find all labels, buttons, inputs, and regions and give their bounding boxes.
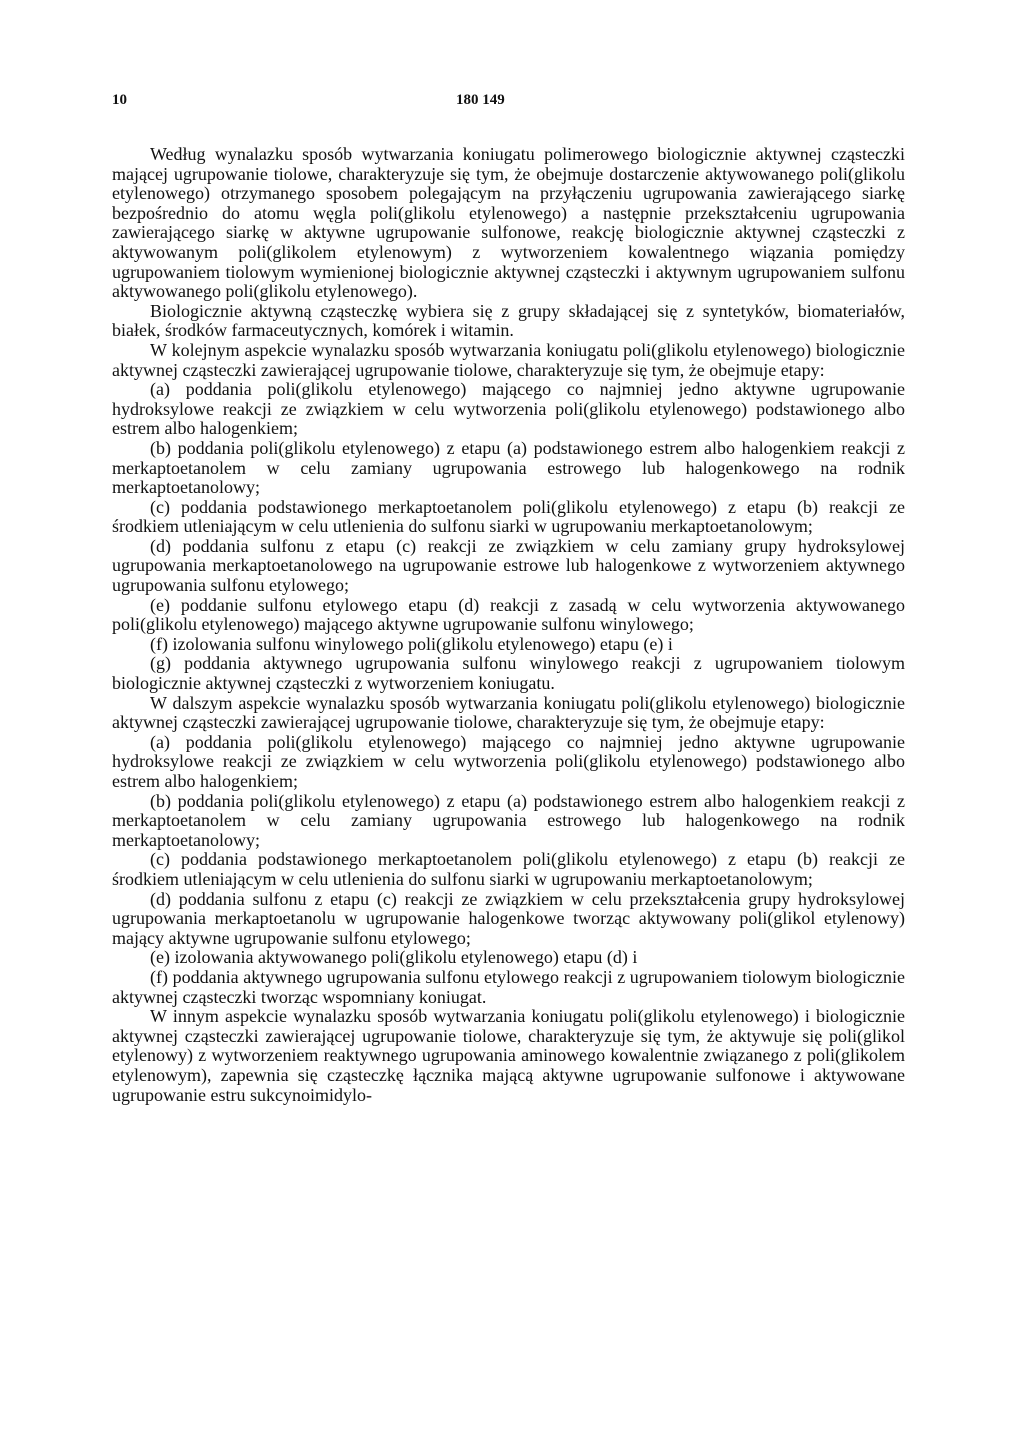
paragraph: W dalszym aspekcie wynalazku sposób wytwarzania koniugatu poli(glikolu etylenowego) biologicznie aktywnej cząsteczki zawierającej ugrupowanie tiolowe, charakteryzuje się tym, że obejmuje etapy: bbox=[112, 692, 905, 733]
list-item: (f) poddania aktywnego ugrupowania sulfonu etylowego reakcji z ugrupowaniem tiolowym biologicznie aktywnej cząsteczki tworząc wspomniany koniugat. bbox=[112, 966, 905, 1007]
paragraph: Biologicznie aktywną cząsteczkę wybiera się z grupy składającej się z syntetyków, biomateriałów, białek, środków farmaceutycznych, komórek i witamin. bbox=[112, 300, 905, 341]
list-item: (g) poddania aktywnego ugrupowania sulfonu winylowego reakcji z ugrupowaniem tiolowym biologicznie aktywnej cząsteczki z wytworzeniem koniugatu. bbox=[112, 653, 905, 694]
list-item: (e) izolowania aktywowanego poli(glikolu etylenowego) etapu (d) i bbox=[150, 947, 638, 968]
document-number: 180 149 bbox=[456, 92, 505, 108]
body-text bbox=[112, 145, 905, 1105]
paragraph: Według wynalazku sposób wytwarzania koniugatu polimerowego biologicznie aktywnej cząsteczki mającej ugrupowanie tiolowe, charakteryzuje się tym, że obejmuje dostarczenie aktywowanego poli(glikolu etylenowego) otrzymanego sposobem polegającym na przyłączeniu ugrupowania zawierającego siarkę bezpośrednio do atomu węgla poli(glikolu etylenowego) a następnie przekształceniu ugrupowania zawierającego siarkę w aktywne ugrupowanie sulfonowe, reakcję biologicznie aktywnej cząsteczki z aktywowanym poli(glikolem etylenowym) z wytworzeniem kowalentnego wiązania pomiędzy ugrupowaniem tiolowym wymienionej biologicznie aktywnej cząsteczki i aktywnym ugrupowaniem sulfonu aktywowanego poli(glikolu etylenowego). bbox=[112, 144, 905, 302]
list-item: (d) poddania sulfonu z etapu (c) reakcji ze związkiem w celu przekształcenia grupy hydroksylowej ugrupowania merkaptoetanolu w ugrupowanie halogenkowe tworząc aktywowany poli(glikol etylenowy) mający aktywne ugrupowanie sulfonu etylowego; bbox=[112, 888, 905, 948]
page-header bbox=[112, 92, 905, 114]
list-item: (c) poddania podstawionego merkaptoetanolem poli(glikolu etylenowego) z etapu (b) reakcji ze środkiem utleniającym w celu utlenienia do sulfonu siarki w ugrupowaniu merkaptoetanolowym; bbox=[112, 849, 905, 889]
list-item: (f) izolowania sulfonu winylowego poli(glikolu etylenowego) etapu (e) i bbox=[150, 633, 673, 654]
list-item: (c) poddania podstawionego merkaptoetanolem poli(glikolu etylenowego) z etapu (b) reakcji ze środkiem utleniającym w celu utlenienia do sulfonu siarki w ugrupowaniu merkaptoetanolowym; bbox=[112, 496, 905, 537]
list-item: (b) poddania poli(glikolu etylenowego) z etapu (a) podstawionego estrem albo halogenkiem reakcji z merkaptoetanolem w celu zamiany ugrupowania estrowego lub halogenkowego na rodnik merkaptoetanolowy; bbox=[112, 790, 905, 850]
paragraph: W innym aspekcie wynalazku sposób wytwarzania koniugatu poli(glikolu etylenowego) i biologicznie aktywnej cząsteczki zawierającej ugrupowanie tiolowe, charakteryzuje się tym, że aktywuje się poli(glikol etylenowy) z wytworzeniem reaktywnego ugrupowania aminowego kowalentnie związanego z poli(glikolem etylenowym), zapewnia się cząsteczkę łącznika mającą aktywne ugrupowanie sulfonowe i aktywowane ugrupowanie estru sukcynoimidylo- bbox=[112, 1006, 905, 1105]
page-number: 10 bbox=[112, 92, 127, 108]
paragraph: W kolejnym aspekcie wynalazku sposób wytwarzania koniugatu poli(glikolu etylenowego) biologicznie aktywnej cząsteczki zawierającej ugrupowanie tiolowe, charakteryzuje się tym, że obejmuje etapy: bbox=[112, 339, 905, 380]
list-item: (d) poddania sulfonu z etapu (c) reakcji ze związkiem w celu zamiany grupy hydroksylowej ugrupowania merkaptoetanolowego na ugrupowanie estrowe lub halogenkowe z wytworzeniem aktywnego ugrupowania sulfonu etylowego; bbox=[112, 535, 905, 596]
list-item: (a) poddania poli(glikolu etylenowego) mającego co najmniej jedno aktywne ugrupowanie hydroksylowe reakcji ze związkiem w celu wytworzenia poli(glikolu etylenowego) podstawionego albo estrem albo halogenkiem; bbox=[112, 731, 905, 791]
list-item: (e) poddanie sulfonu etylowego etapu (d) reakcji z zasadą w celu wytworzenia aktywowanego poli(glikolu etylenowego) mającego aktywne ugrupowanie sulfonu winylowego; bbox=[112, 594, 905, 635]
list-item: (b) poddania poli(glikolu etylenowego) z etapu (a) podstawionego estrem albo halogenkiem reakcji z merkaptoetanolem w celu zamiany ugrupowania estrowego lub halogenkowego na rodnik merkaptoetanolowy; bbox=[112, 437, 905, 498]
list-item: (a) poddania poli(glikolu etylenowego) mającego co najmniej jedno aktywne ugrupowanie hydroksylowe reakcji ze związkiem w celu wytworzenia poli(glikolu etylenowego) podstawionego albo estrem albo halogenkiem; bbox=[112, 379, 905, 439]
